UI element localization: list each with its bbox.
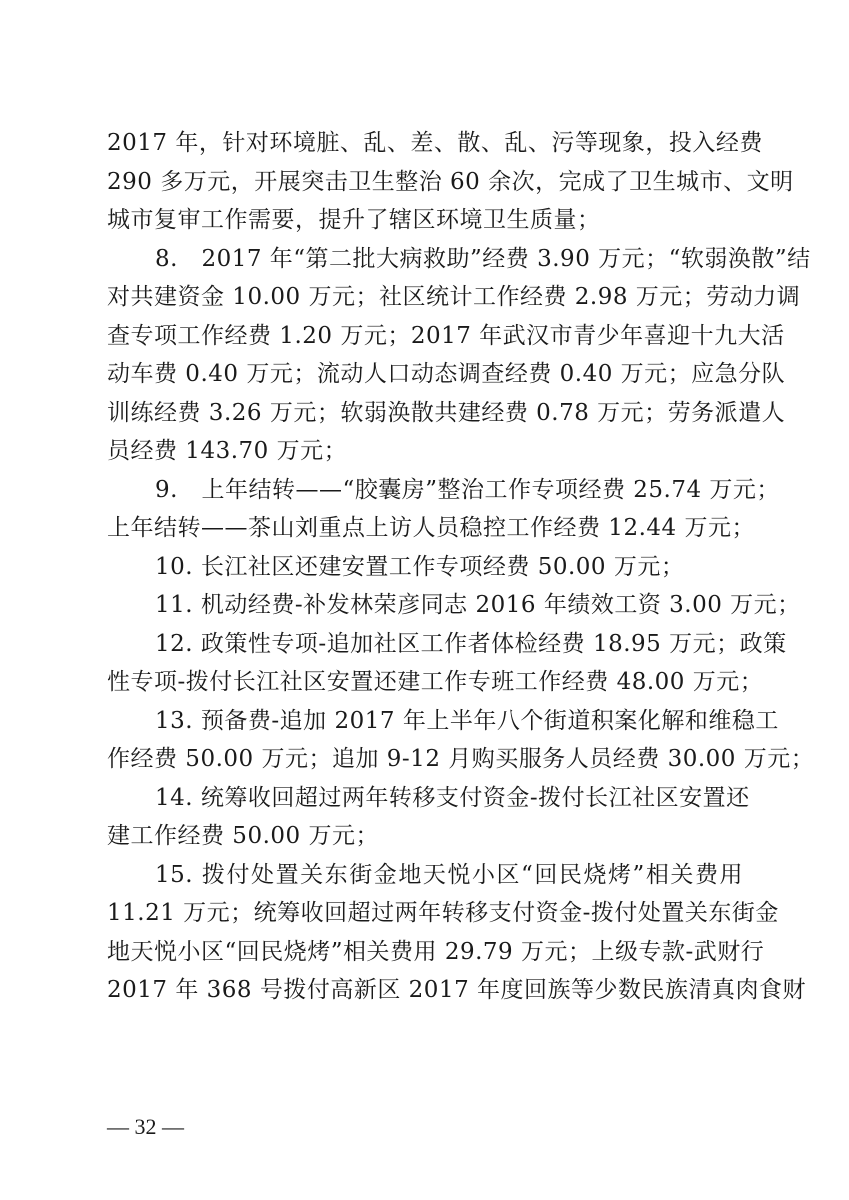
text-line: 13. 预备费-追加 2017 年上半年八个街道积案化解和维稳工	[155, 707, 779, 734]
text-line: 2017 年，针对环境脏、乱、差、散、乱、污等现象，投入经费	[107, 130, 763, 156]
text-line: 性专项-拨付长江社区安置还建工作专班工作经费 48.00 万元；	[107, 669, 764, 695]
text-line: 15. 拨付处置关东街金地天悦小区“回民烧烤”相关费用	[155, 861, 743, 888]
text-line: 城市复审工作需要，提升了辖区环境卫生质量；	[107, 207, 601, 233]
text-line: 11. 机动经费-补发林荣彦同志 2016 年绩效工资 3.00 万元；	[155, 592, 801, 618]
text-line: 12. 政策性专项-追加社区工作者体检经费 18.95 万元；政策	[155, 630, 787, 657]
text-line: 8. 2017 年“第二批大病救助”经费 3.90 万元；“软弱涣散”结	[155, 245, 811, 272]
text-line: 查专项工作经费 1.20 万元；2017 年武汉市青少年喜迎十九大活	[107, 322, 785, 349]
text-line: 10. 长江社区还建安置工作专项经费 50.00 万元；	[155, 553, 685, 580]
text-line: 训练经费 3.26 万元；软弱涣散共建经费 0.78 万元；劳务派遣人	[107, 399, 786, 426]
text-line: 地天悦小区“回民烧烤”相关费用 29.79 万元；上级专款-武财行	[107, 938, 765, 965]
text-line: 11.21 万元；统筹收回超过两年转移支付资金-拨付处置关东街金	[107, 900, 779, 926]
text-line: 290 多万元，开展突击卫生整治 60 余次，完成了卫生城市、文明	[107, 168, 794, 195]
text-line: 动车费 0.40 万元；流动人口动态调查经费 0.40 万元；应急分队	[107, 361, 786, 387]
text-line: 14. 统筹收回超过两年转移支付资金-拨付长江社区安置还	[155, 784, 750, 811]
text-line: 上年结转——茶山刘重点上访人员稳控工作经费 12.44 万元；	[107, 515, 755, 541]
text-line: 9. 上年结转——“胶囊房”整治工作专项经费 25.74 万元；	[155, 476, 780, 503]
text-line: 员经费 143.70 万元；	[107, 438, 348, 464]
text-line: 对共建资金 10.00 万元；社区统计工作经费 2.98 万元；劳动力调	[107, 284, 801, 310]
page-number: — 32 —	[107, 1114, 184, 1139]
text-line: 建工作经费 50.00 万元；	[107, 823, 379, 849]
body-text	[107, 124, 815, 1010]
text-line: 作经费 50.00 万元；追加 9-12 月购买服务人员经费 30.00 万元；	[107, 746, 815, 772]
text-line: 2017 年 368 号拨付高新区 2017 年度回族等少数民族清真肉食财	[107, 977, 807, 1003]
